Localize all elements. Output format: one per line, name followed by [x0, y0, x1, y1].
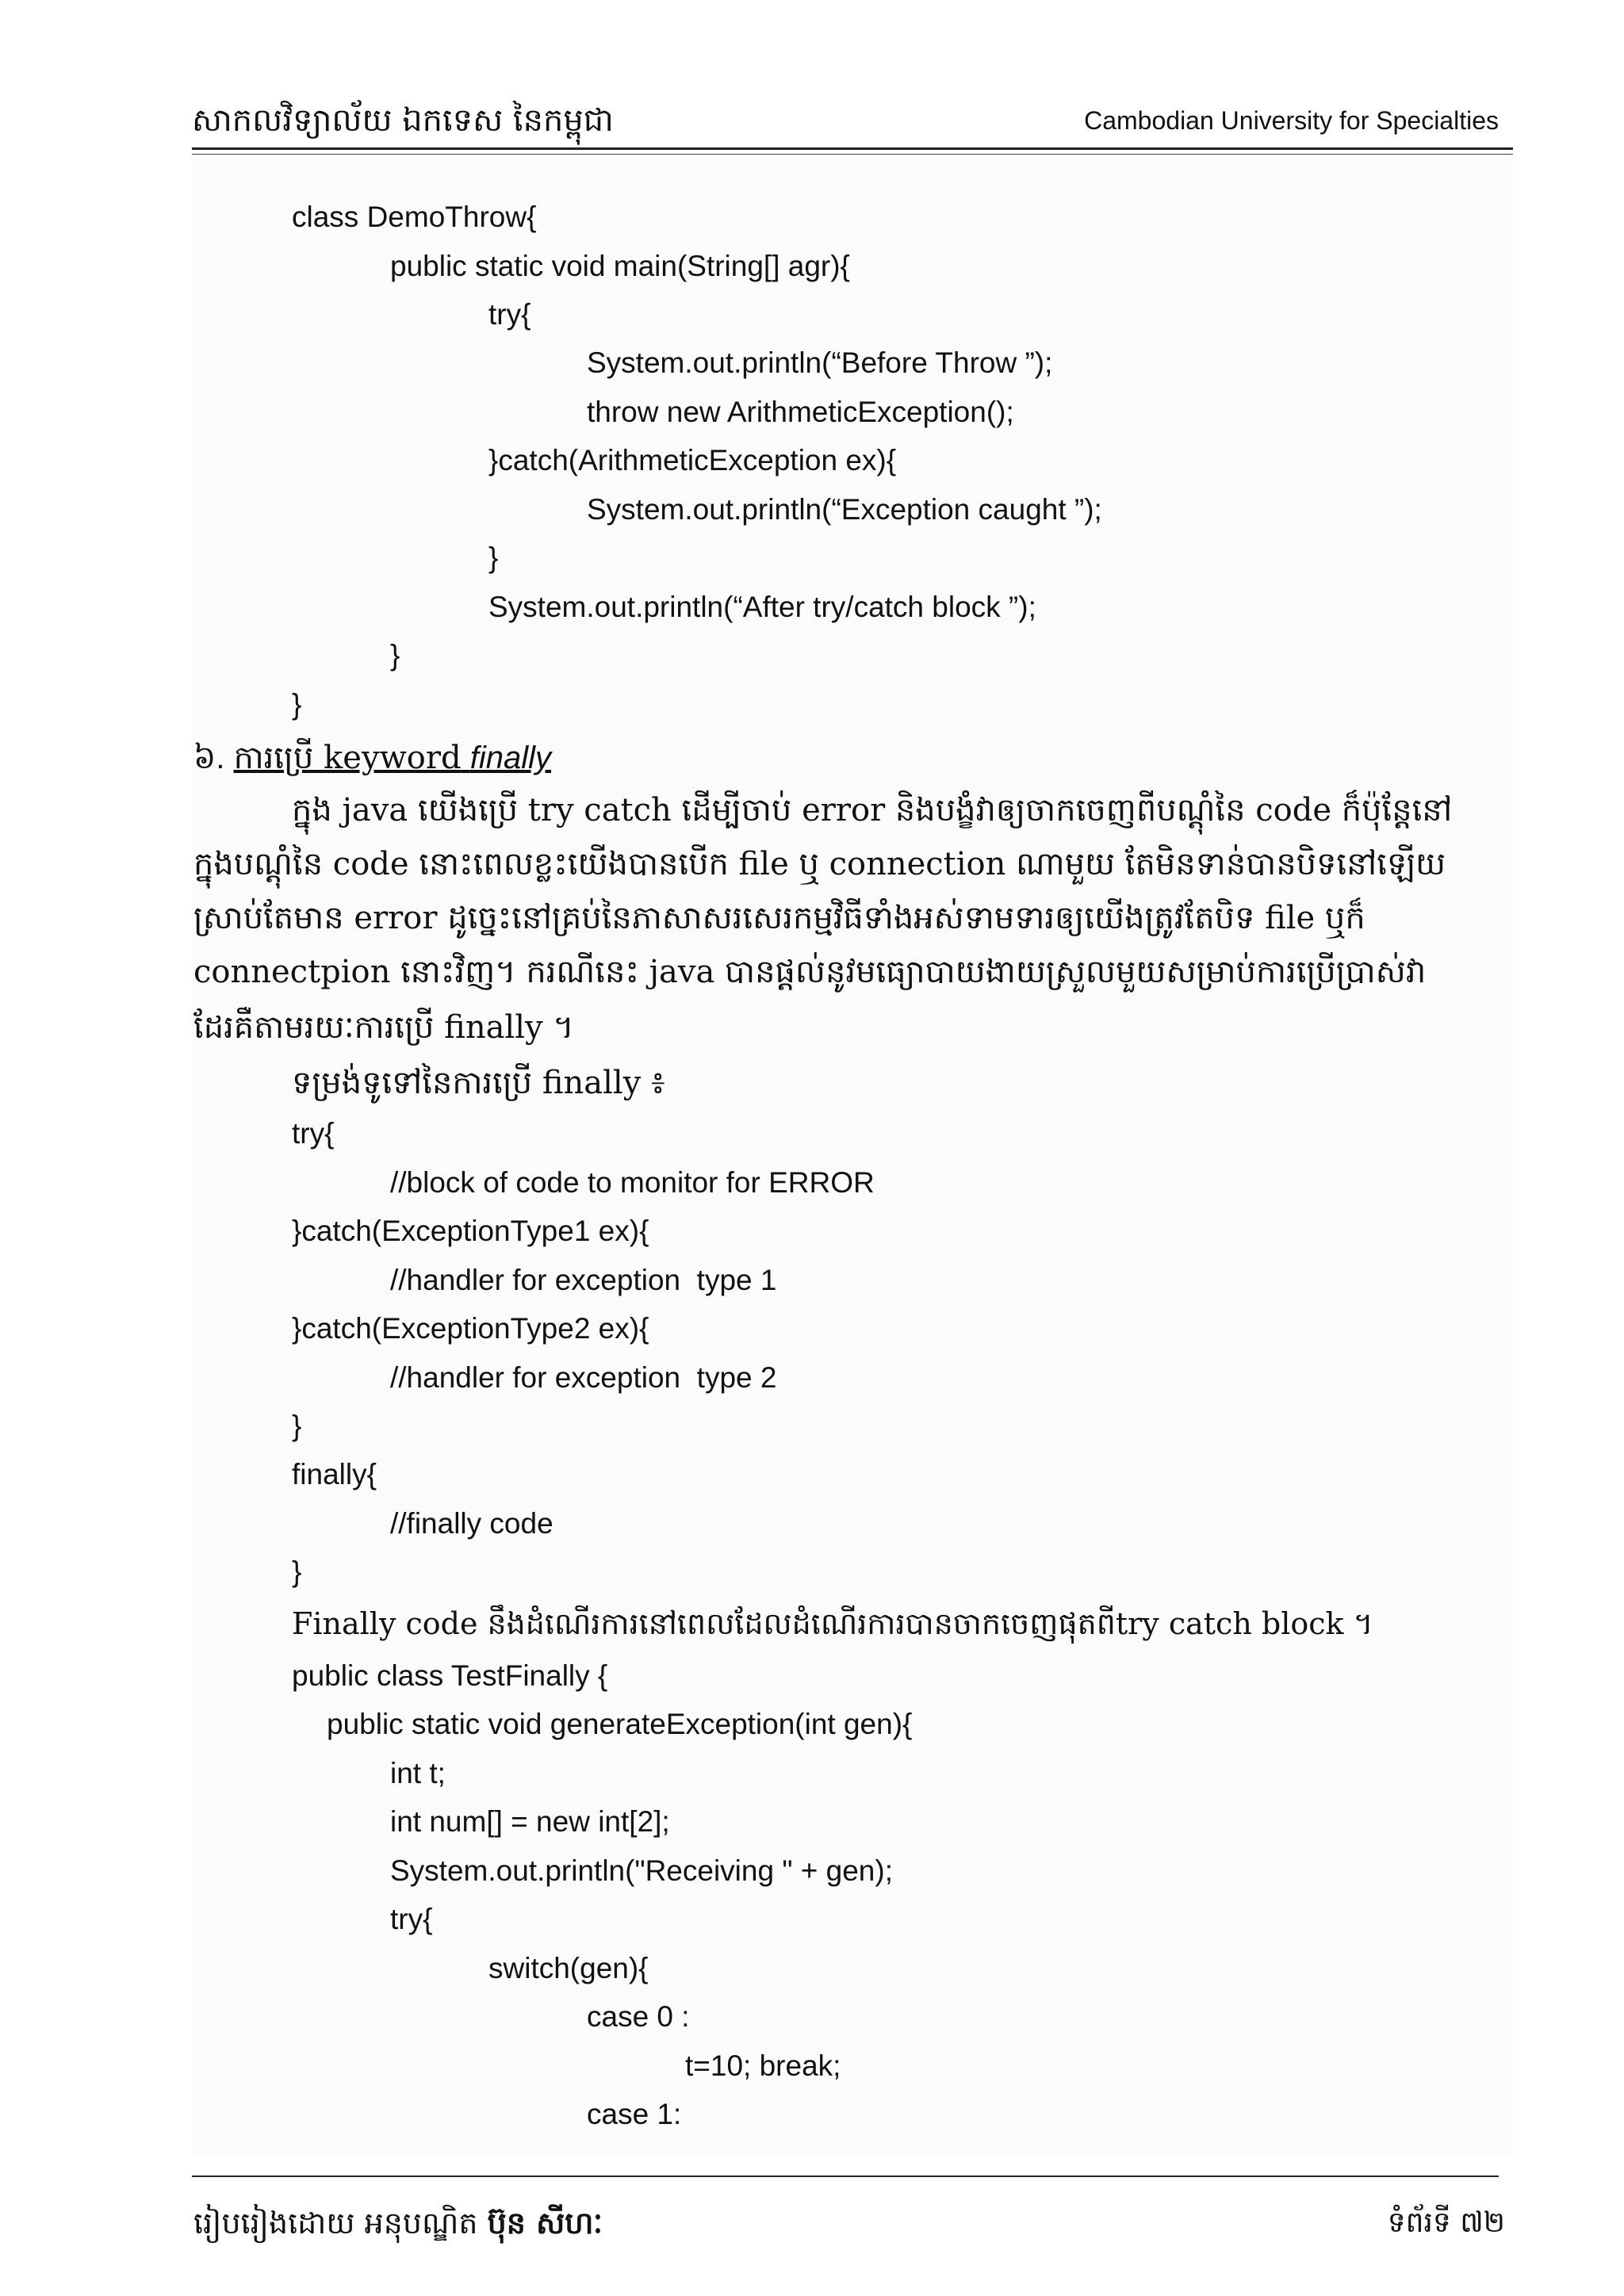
section-heading: [193, 736, 551, 780]
code-line: System.out.println("Receiving " + gen);: [390, 1854, 893, 1887]
footer-author-prefix: រៀបរៀងដោយ អនុបណ្ឌិត: [193, 2206, 478, 2241]
code-line: int t;: [390, 1757, 446, 1789]
code-line: switch(gen){: [488, 1952, 649, 1984]
university-name-khmer: សាកលវិទ្យាល័យ ឯកទេស នៃកម្ពុជា: [192, 102, 614, 139]
code-line: }catch(ExceptionType2 ex){: [292, 1312, 649, 1345]
code-line: class DemoThrow{: [292, 201, 537, 233]
paragraph-line: connectpion នោះវិញ។ ករណីនេះ java បានផ្ដល់នូវមធ្យោបាយងាយស្រួលមួយសម្រាប់ការប្រើប្រាស់វា: [193, 954, 1427, 990]
code-line: System.out.println(“Exception caught ”);: [587, 493, 1102, 526]
code-line: }catch(ExceptionType1 ex){: [292, 1215, 649, 1247]
code-line: throw new ArithmeticException();: [587, 396, 1014, 428]
code-line: }: [292, 1410, 302, 1442]
code-line: try{: [488, 298, 531, 331]
code-line: case 0 :: [587, 2000, 690, 2033]
code-line: public class TestFinally {: [292, 1659, 608, 1692]
code-line: //handler for exception type 1: [390, 1264, 777, 1296]
code-line: try{: [292, 1117, 335, 1150]
paragraph-line: ដែរគឺតាមរយៈការប្រើ finally ។: [193, 1009, 574, 1046]
paragraph-line: ស្រាប់តែមាន error ដូច្នេះនៅគ្រប់នៃភាសាសរសេរកម្មវិធីទាំងអស់ទាមទារឲ្យយើងត្រូវតែបិទ file ឬក៏: [193, 900, 1365, 936]
section-number: ៦.: [193, 740, 225, 775]
code-line: finally{: [292, 1458, 377, 1490]
code-line: try{: [390, 1903, 433, 1935]
code-line: }: [390, 639, 400, 672]
university-name-english: Cambodian University for Specialties: [1084, 106, 1499, 135]
finally-note: Finally code នឹងដំណើរការនៅពេលដែលដំណើរការបានចាកចេញផុតពីtry catch block ។: [292, 1606, 1373, 1641]
footer-author-name: ប៊ុន សីហៈ: [487, 2205, 603, 2241]
section-keyword: finally: [469, 740, 552, 775]
code-line: //block of code to monitor for ERROR: [390, 1166, 875, 1199]
paragraph-line: ក្នុង java យើងប្រើ try catch ដើម្បីចាប់ error និងបង្ខំវាឲ្យចាកចេញពីបណ្ដុំនៃ code ក៏ប៉ុន្តែនៅ: [292, 792, 1453, 828]
code-line: //handler for exception type 2: [390, 1361, 777, 1394]
syntax-title: ទម្រង់ទូទៅនៃការប្រើ finally ៖: [292, 1065, 665, 1101]
code-line: }: [292, 688, 302, 721]
section-title: ការប្រើ keyword: [233, 740, 462, 776]
code-line: }: [488, 541, 499, 574]
code-line: case 1:: [587, 2098, 682, 2130]
footer-author: [193, 2201, 603, 2245]
page-number: ទំព័រទី ៧២: [1387, 2206, 1505, 2239]
code-line: public static void main(String[] agr){: [390, 250, 850, 282]
footer-divider: [192, 2175, 1499, 2177]
code-line: int num[] = new int[2];: [390, 1805, 670, 1838]
code-line: t=10; break;: [685, 2049, 841, 2082]
code-line: //finally code: [390, 1507, 553, 1540]
code-line: System.out.println(“Before Throw ”);: [587, 346, 1053, 379]
code-line: System.out.println(“After try/catch block ”);: [488, 591, 1036, 623]
code-line: public static void generateException(int gen){: [327, 1708, 913, 1740]
code-line: }catch(ArithmeticException ex){: [488, 444, 897, 476]
code-line: }: [292, 1556, 302, 1588]
paragraph-line: ក្នុងបណ្ដុំនៃ code នោះពេលខ្លះយើងបានបើក file ឬ connection ណាមួយ តែមិនទាន់បានបិទនៅឡើយ: [193, 846, 1446, 882]
